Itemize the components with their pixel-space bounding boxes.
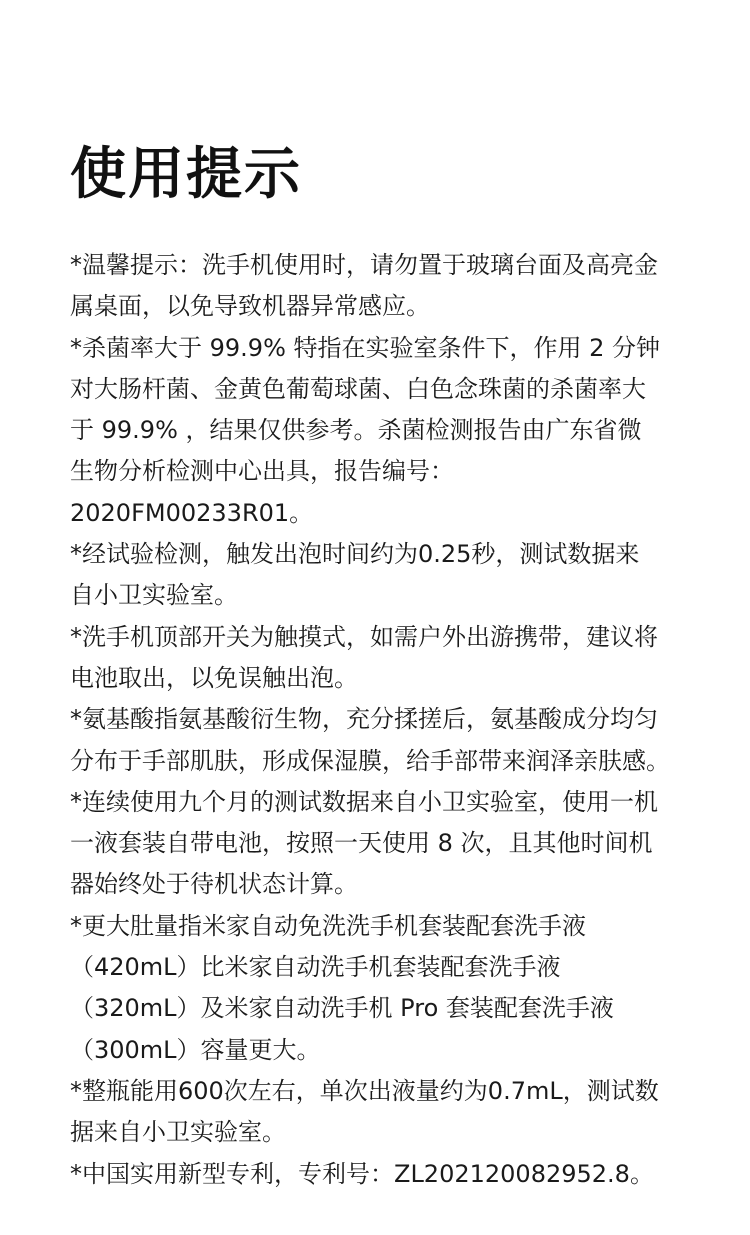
note-line: *整瓶能用600次左右，单次出液量约为0.7mL，测试数 <box>70 1076 659 1105</box>
page-title: 使用提示 <box>70 142 302 207</box>
note-line: *杀菌率大于 99.9% 特指在实验室条件下，作用 2 分钟 <box>70 333 661 362</box>
note-line: 于 99.9% ，结果仅供参考。杀菌检测报告由广东省微 <box>70 416 642 445</box>
note-line: 自小卫实验室。 <box>70 581 238 610</box>
note-line: 据来自小卫实验室。 <box>70 1118 286 1147</box>
note-line: *温馨提示：洗手机使用时，请勿置于玻璃台面及高亮金 <box>70 251 658 279</box>
note-line: *氨基酸指氨基酸衍生物，充分揉搓后，氨基酸成分均匀 <box>70 705 658 734</box>
note-line: （320mL）及米家自动洗手机 Pro 套装配套洗手液 <box>70 994 614 1023</box>
notes-list <box>70 245 695 1195</box>
note-line: 生物分析检测中心出具，报告编号： <box>70 457 454 486</box>
note-line: *连续使用九个月的测试数据来自小卫实验室，使用一机 <box>70 787 658 816</box>
note-line: 一液套装自带电池，按照一天使用 8 次，且其他时间机 <box>70 829 653 858</box>
note-line: 分布于手部肌肤，形成保湿膜，给手部带来润泽亲肤感。 <box>70 746 670 775</box>
note-line: *经试验检测，触发出泡时间约为0.25秒，测试数据来 <box>70 540 640 569</box>
note-line: （300mL）容量更大。 <box>70 1035 321 1064</box>
note-line: *中国实用新型专利，专利号：ZL202120082952.8。 <box>70 1159 654 1188</box>
note-line: （420mL）比米家自动洗手机套装配套洗手液 <box>70 953 561 982</box>
note-line: *洗手机顶部开关为触摸式，如需户外出游携带，建议将 <box>70 622 658 651</box>
note-line: 器始终处于待机状态计算。 <box>70 870 358 899</box>
note-line: 属桌面，以免导致机器异常感应。 <box>70 292 430 321</box>
note-line: 2020FM00233R01。 <box>70 498 314 527</box>
note-line: *更大肚量指米家自动免洗洗手机套装配套洗手液 <box>70 911 586 940</box>
note-line: 电池取出，以免误触出泡。 <box>70 663 358 692</box>
note-line: 对大肠杆菌、金黄色葡萄球菌、白色念珠菌的杀菌率大 <box>70 374 646 403</box>
